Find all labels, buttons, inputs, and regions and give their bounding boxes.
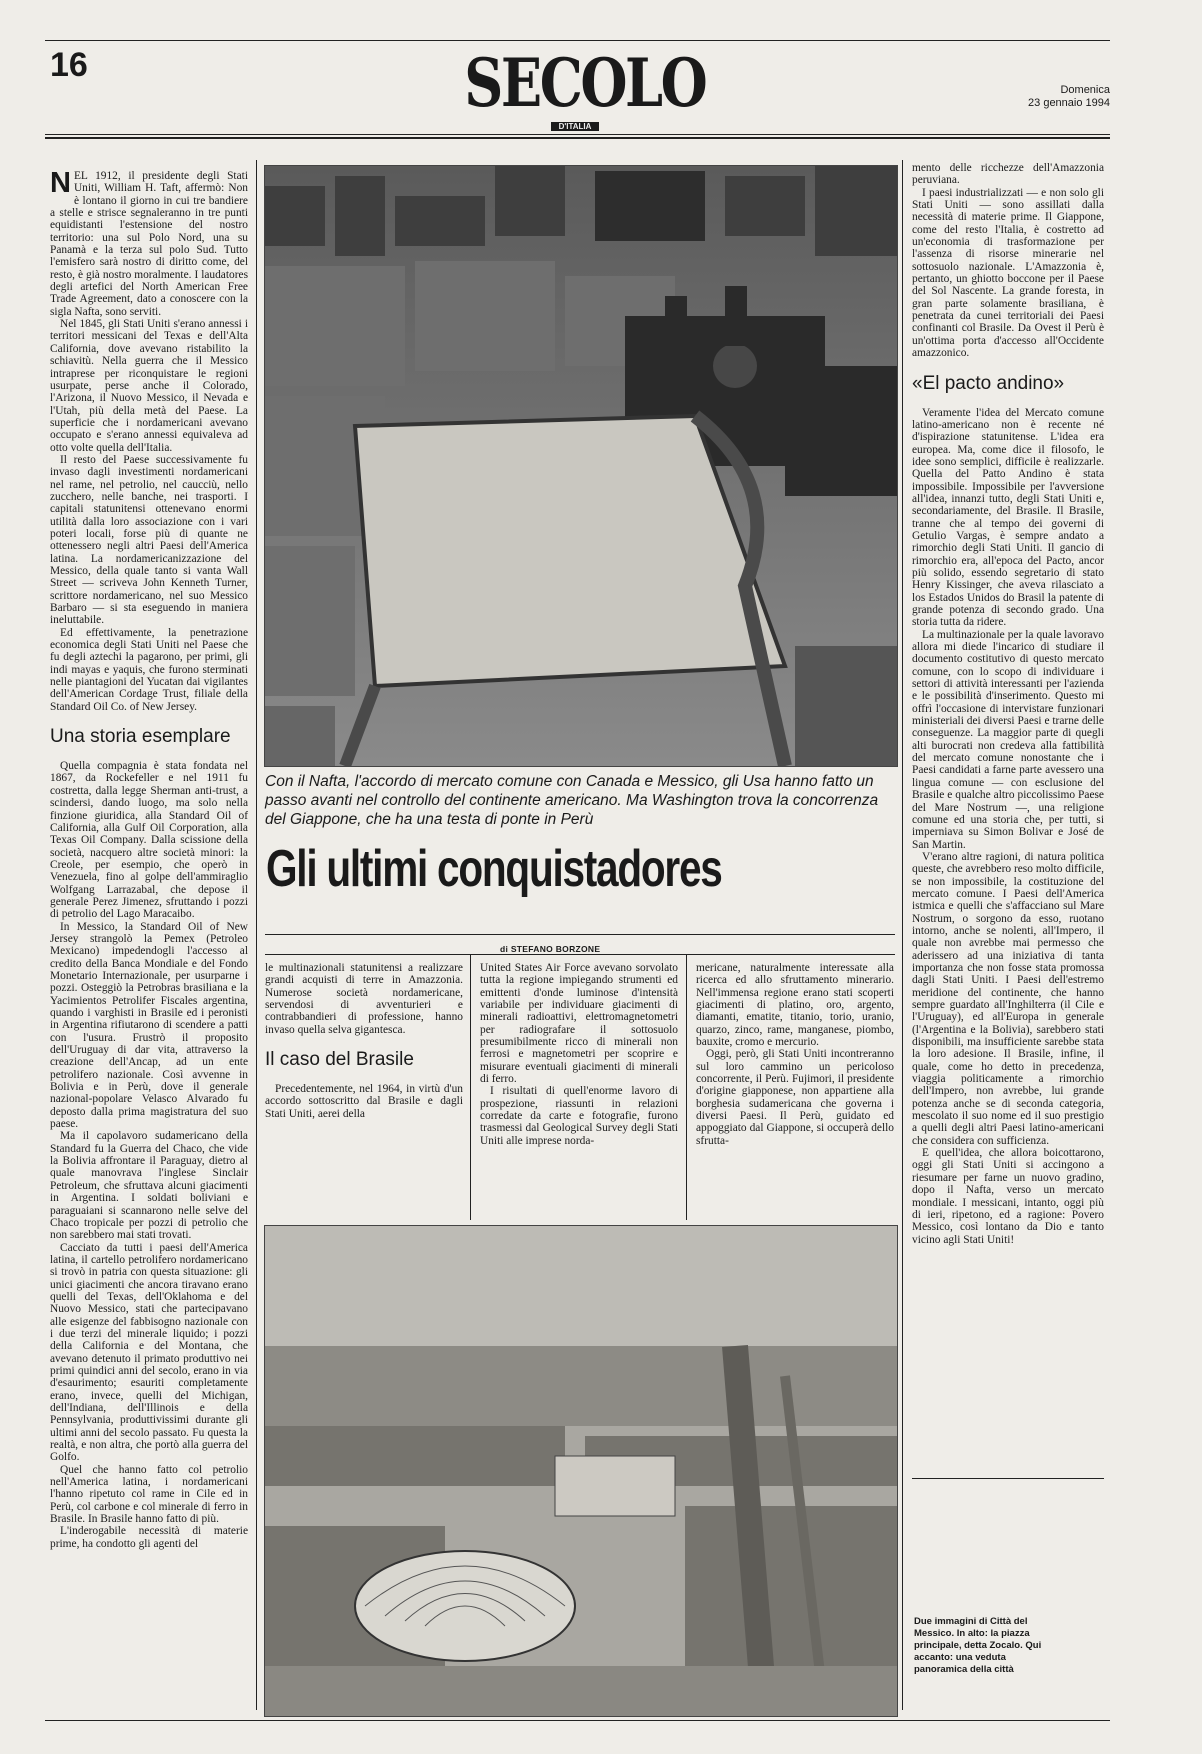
paragraph: mento delle ricchezze dell'Amazzonia peruviana. <box>912 162 1104 187</box>
paragraph: Veramente l'idea del Mercato comune latino-americano non è recente né d'ispirazione statunitense. L'idea era europea. Ma, come dice il filosofo, le idee sono semplici, difficile è realizzarle. Quella del Patto Andino è stata impossibile. Impossibile per l'avversione all'idea, innanzi tutto, degli Stati Uniti e, secondariamente, del Brasile. Il Brasile, tranne che al tempo dei governi di Getulio Vargas, è sempre andato a rimorchio degli Stati Uniti. Il gancio di rimorchio era, all'epoca del Pacto, ancor più solido, essendo segretario di stato Henry Kissinger, che aveva rilasciato a los Estados Unidos do Brasil la patente di grande potenza di secondo grado. Una storia tutta da ridere. <box>912 406 1104 629</box>
top-rule <box>45 40 1110 41</box>
paragraph <box>50 170 248 318</box>
headline-rule <box>265 934 895 935</box>
zocalo-aerial-image <box>265 166 897 766</box>
column-divider <box>902 160 903 1710</box>
photo-panorama <box>264 1225 898 1717</box>
paragraph: In Messico, la Standard Oil of New Jersey strangolò la Pemex (Petroleo Mexicano) impedendogli l'accesso al credito della Banca Mondiale e del Fondo Monetario Internazionale, per usurparne i pozzi. Osteggiò la Petrobras brasiliana e la Yacimientos Petrolifer Fiscales argentina, quando i varghisti in Brasile ed i peronisti in Argentina rifiutarono di scendere a patti con l'usura. Frustrò il proposito dell'Uruguay di dar vita, attraverso la creazione dell'Ancap, ad un ente petrolifero nazionale. Così avvenne in Bolivia e in Perù, dove il generale nazional-popolare Velasco Alvarado fu deposto dalla prima magistratura del suo paese. <box>50 920 248 1131</box>
article-headline: Gli ultimi conquistadores <box>266 840 722 898</box>
photo-zocalo <box>264 165 898 767</box>
top-photo-caption: Con il Nafta, l'accordo di mercato comune con Canada e Messico, gli Usa hanno fatto un passo avanti nel controllo del continente americano. Ma Washington trova la concorrenza del Giappone, che ha una testa di ponte in Perù <box>265 773 879 828</box>
masthead-subtitle: D'ITALIA <box>551 122 600 131</box>
paragraph: La multinazionale per la quale lavoravo allora mi diede l'incarico di studiare il documento costitutivo di questo mercato comune, con lo scopo di individuare i settori di attività interessanti per l'azienda e le possibilità d'inserimento. Questo mi offrì l'occasione di intervistare funzionari ministeriali dei diversi Paesi e trarne delle conseguenze. La maggior parte di quegli alti burocrati non credeva alla fattibilità del mercato comune nonostante che i Paesi candidati a farne parte avessero una lingua comune — con esclusione del Brasile e qualche altro piccolissimo Paese del Mare Nostrum —, una religione comune ed una storia che, per tutti, si imperniava su Simon Bolivar e José de San Martin. <box>912 628 1104 851</box>
article-column-2 <box>265 962 463 1217</box>
paragraph: V'erano altre ragioni, di natura politica queste, che avrebbero reso molto difficile, se non impossibile, la costituzione del mercato comune. I Paesi dell'America istmica e quelli che s'affacciano sul Mare Nostrum, o sorgono da esso, ruotano intorno, anche se nolenti, all'Impero, il quale non avrebbe mai permesso che aderissero ad una iniziativa di tanta importanza che non fosse stata promossa dagli Stati Uniti. I Paesi dell'estremo meridione del continente, che hanno sempre guardato all'Inghilterra (il Cile e l'Uruguay), ed all'Europa in generale (l'Argentina e la Bolivia), sarebbero stati disponibili, ma insufficiente sarebbe stata la loro adesione. Il Brasile, infine, il quale, come ho detto in precedenza, viaggia politicamente a rimorchio dell'Impero, non avrebbe, lui grande potenza anche se di seconda categoria, mescolato il suo nome ed il suo prestigio a quelli degli altri Paesi latino-americani che considera con sufficienza. <box>912 850 1104 1147</box>
paragraph: United States Air Force avevano sorvolato tutta la regione impiegando strumenti ed emittenti d'onde luminose d'intensità variabile per individuare giacimenti di minerali radioattivi, elettromagnetometri per radiografare il sottosuolo presumibilmente ricco di minerali non ferrosi e magnetometri per scoprire e misurare eventuali giacimenti di minerali di ferro. <box>480 962 678 1086</box>
paragraph: Precedentemente, nel 1964, in virtù d'un accordo sottoscritto dal Brasile e dagli Stati Uniti, aerei della <box>265 1083 463 1120</box>
section-heading: Una storia esemplare <box>50 726 231 748</box>
paragraph-text: EL 1912, il presidente degli Stati Uniti, William H. Taft, affermò: Non è lontano il giorno in cui tre bandiere a stelle e strisce segnaleranno in tre punti equidistanti l'estensione del nostro territorio: una sul Polo Nord, una su Panamà e la terza sul polo Sud. Tutto l'emisfero sarà nostro di diritto come, del resto, è già nostro moralmente. I laudatores degli artefici del North American Free Trade Agreement, dato a conoscere con la sigla Nafta, sono serviti. <box>50 170 248 318</box>
paragraph: E quell'idea, che allora boicottarono, oggi gli Stati Uniti si accingono a riesumare per farne un nuovo gradino, dopo il Nafta, verso un mercato mondiale. I messicani, intanto, oggi più di ieri, ripetono, ed a ragione: Povero Messico, così lontano da Dio e tanto vicino agli Stati Uniti! <box>912 1147 1104 1246</box>
masthead-title: SECOLO <box>464 44 706 122</box>
header-rule <box>45 134 1110 135</box>
date-full: 23 gennaio 1994 <box>1028 97 1110 109</box>
city-panorama-image <box>265 1226 897 1716</box>
bottom-rule <box>45 1720 1110 1721</box>
section-heading: «El pacto andino» <box>912 372 1065 394</box>
photo-caption: Due immagini di Città del Messico. In alto: la piazza principale, detta Zocalo. Qui accanto: una veduta panoramica della città <box>914 1616 1042 1675</box>
dateline <box>1010 84 1110 110</box>
page-number: 16 <box>50 46 88 84</box>
article-column-4 <box>696 962 894 1217</box>
paragraph: I risultati di quell'enorme lavoro di prospezione, riassunti in relazioni corredate da carte e fotografie, furono trasmessi dal Geological Survey degli Stati Uniti alle imprese norda- <box>480 1085 678 1147</box>
paragraph: Ed effettivamente, la penetrazione economica degli Stati Uniti nel Paese che fu degli aztechi la pagarono, per primi, gli indi mayas e yaquis, che furono sterminati nelle piantagioni del Yucatan dai vigilantes dell'American Cordage Trust, filiale della Standard Oil Co. of New Jersey. <box>50 626 248 713</box>
date-day: Domenica <box>1060 84 1110 96</box>
dropcap: N <box>50 170 71 199</box>
header-rule-thick <box>45 137 1110 139</box>
paragraph: Oggi, però, gli Stati Uniti incontreranno sul loro cammino un pericoloso concorrente, il Perù. Fujimori, il presidente d'origine giapponese, non appartiene alla borghesia sudamericana che governa i diversi Paesi. Il Perù, guidato ed appoggiato dal Giappone, si occuperà dello sfrutta- <box>696 1048 894 1147</box>
paragraph: Quella compagnia è stata fondata nel 1867, da Rockefeller e nel 1911 fu costretta, dalla legge Sherman anti-trust, a scindersi, dando luogo, ma solo nella finzione giuridica, alla Standard Oil of California, alla Gulf Oil Corporation, alla Texas Oil Company. Dalla scissione della società, nacquero altre società minori: la Creole, per esempio, che operò in Venezuela, fino al golpe dell'ammiraglio Wolfgang Larrazabal, che depose il generale Perez Jimenez, sfruttando i pozzi di petrolio del Lago Maracaibo. <box>50 760 248 921</box>
column-divider <box>470 955 471 1220</box>
article-column-5 <box>912 162 1104 1474</box>
byline-rule <box>265 954 895 955</box>
article-column-3 <box>480 962 678 1217</box>
paragraph: mericane, naturalmente interessate alla ricerca ed allo sfruttamento minerario. Nell'immensa regione erano stati scoperti giacimenti di platino, oro, argento, diamanti, ematite, titanio, torio, uranio, quarzo, zinco, rame, manganese, piombo, bauxite, cromo e mercurio. <box>696 962 894 1049</box>
paragraph: le multinazionali statunitensi a realizzare grandi acquisti di terre in Amazzonia. Numerose società nordamericane, servendosi di avventurieri e contrabbandieri di professione, hanno invaso quella selva gigantesca. <box>265 962 463 1036</box>
paragraph: Il resto del Paese successivamente fu invaso dagli investimenti nordamericani nel rame, nel petrolio, nel caucciù, nello zucchero, nelle banche, nei trasporti. I capitali statunitensi ottenevano enormi utilità dalla loro associazione con i vari poteri locali, forse più di quante ne ottenessero negli altri Paesi dell'America latina. La nordamericanizzazione del Messico, della quale tanto si vanta Wall Street — scriveva John Kenneth Turner, scrittore nordamericano, nel suo Messico Barbaro — si sta eseguendo in maniera ineluttabile. <box>50 453 248 627</box>
column-divider <box>256 160 257 1710</box>
paragraph: Cacciato da tutti i paesi dell'America latina, il cartello petrolifero nordamericano si trovò in patria con questa situazione: gli unici giacimenti che ancora tiravano erano quelli del Texas, dell'Oklahoma e del Nuovo Messico, stati che partecipavano alle esigenze del fabbisogno nazionale con i due terzi del minerale liquido; i pozzi della California e del Montana, che avevano detenuto il primato produttivo nei primi quindici anni del secolo, erano in via d'esaurimento; esauriti completamente erano, invece, quelli del Michigan, dell'Indiana, dell'Illinois e della Pennsylvania, produttivissimi durante gli ultimi anni del secolo passato. Fu questa la realtà, e non altra, che portò alla guerra del Golfo. <box>50 1241 248 1464</box>
masthead <box>440 44 710 134</box>
paragraph: L'inderogabile necessità di materie prime, ha condotto gli agenti del <box>50 1525 248 1550</box>
article-column-1 <box>50 170 248 1715</box>
paragraph: Ma il capolavoro sudamericano della Standard fu la Guerra del Chaco, che vide la Bolivia affrontare il Paraguay, dietro al quale manovrava l'inglese Sinclair Petroleum, che sfruttava alcuni giacimenti in Argentina. I soldati boliviani e paraguaiani si scannarono nelle selve del Chaco tropicale per pozzi di petrolio che non sarebbero mai stati trovati. <box>50 1130 248 1242</box>
paragraph: I paesi industrializzati — e non solo gli Stati Uniti — sono assillati dalla necessità di materie prime. Il Giappone, come del resto l'Italia, è costretto ad un'economia di trasformazione per l'assenza di risorse minerarie nel sottosuolo nazionale. L'Amazzonia è, pertanto, un ghiotto boccone per il Paese del Sol Nascente. La grande foresta, in gran parte solamente brasiliana, è penetrata da cunei territoriali dei Paesi confinanti col Brasile. Da Ovest il Perù è un'ottima porta d'accesso all'Occidente amazzonico. <box>912 186 1104 360</box>
article-byline: di STEFANO BORZONE <box>500 944 601 954</box>
column-divider <box>686 955 687 1220</box>
section-heading: Il caso del Brasile <box>265 1049 414 1071</box>
col5-end-rule <box>912 1478 1104 1479</box>
paragraph: Quel che hanno fatto col petrolio nell'America latina, i nordamericani l'hanno ripetuto col rame in Cile ed in Perù, col carbone e col minerale di ferro in Brasile. In Brasile hanno fatto di più. <box>50 1463 248 1526</box>
paragraph: Nel 1845, gli Stati Uniti s'erano annessi i territori messicani del Texas e dell'Alta California, dove avevano ristabilito la schiavitù. Nella guerra che il Messico intraprese per riconquistare le regioni usurpate, perse anche il Colorado, l'Arizona, il Nuovo Messico, il Nevada e l'Utah, più della metà del Paese. La superficie che i nordamericani avevano occupato e s'erano annessi equivaleva ad otto volte quella dell'Italia. <box>50 318 248 454</box>
